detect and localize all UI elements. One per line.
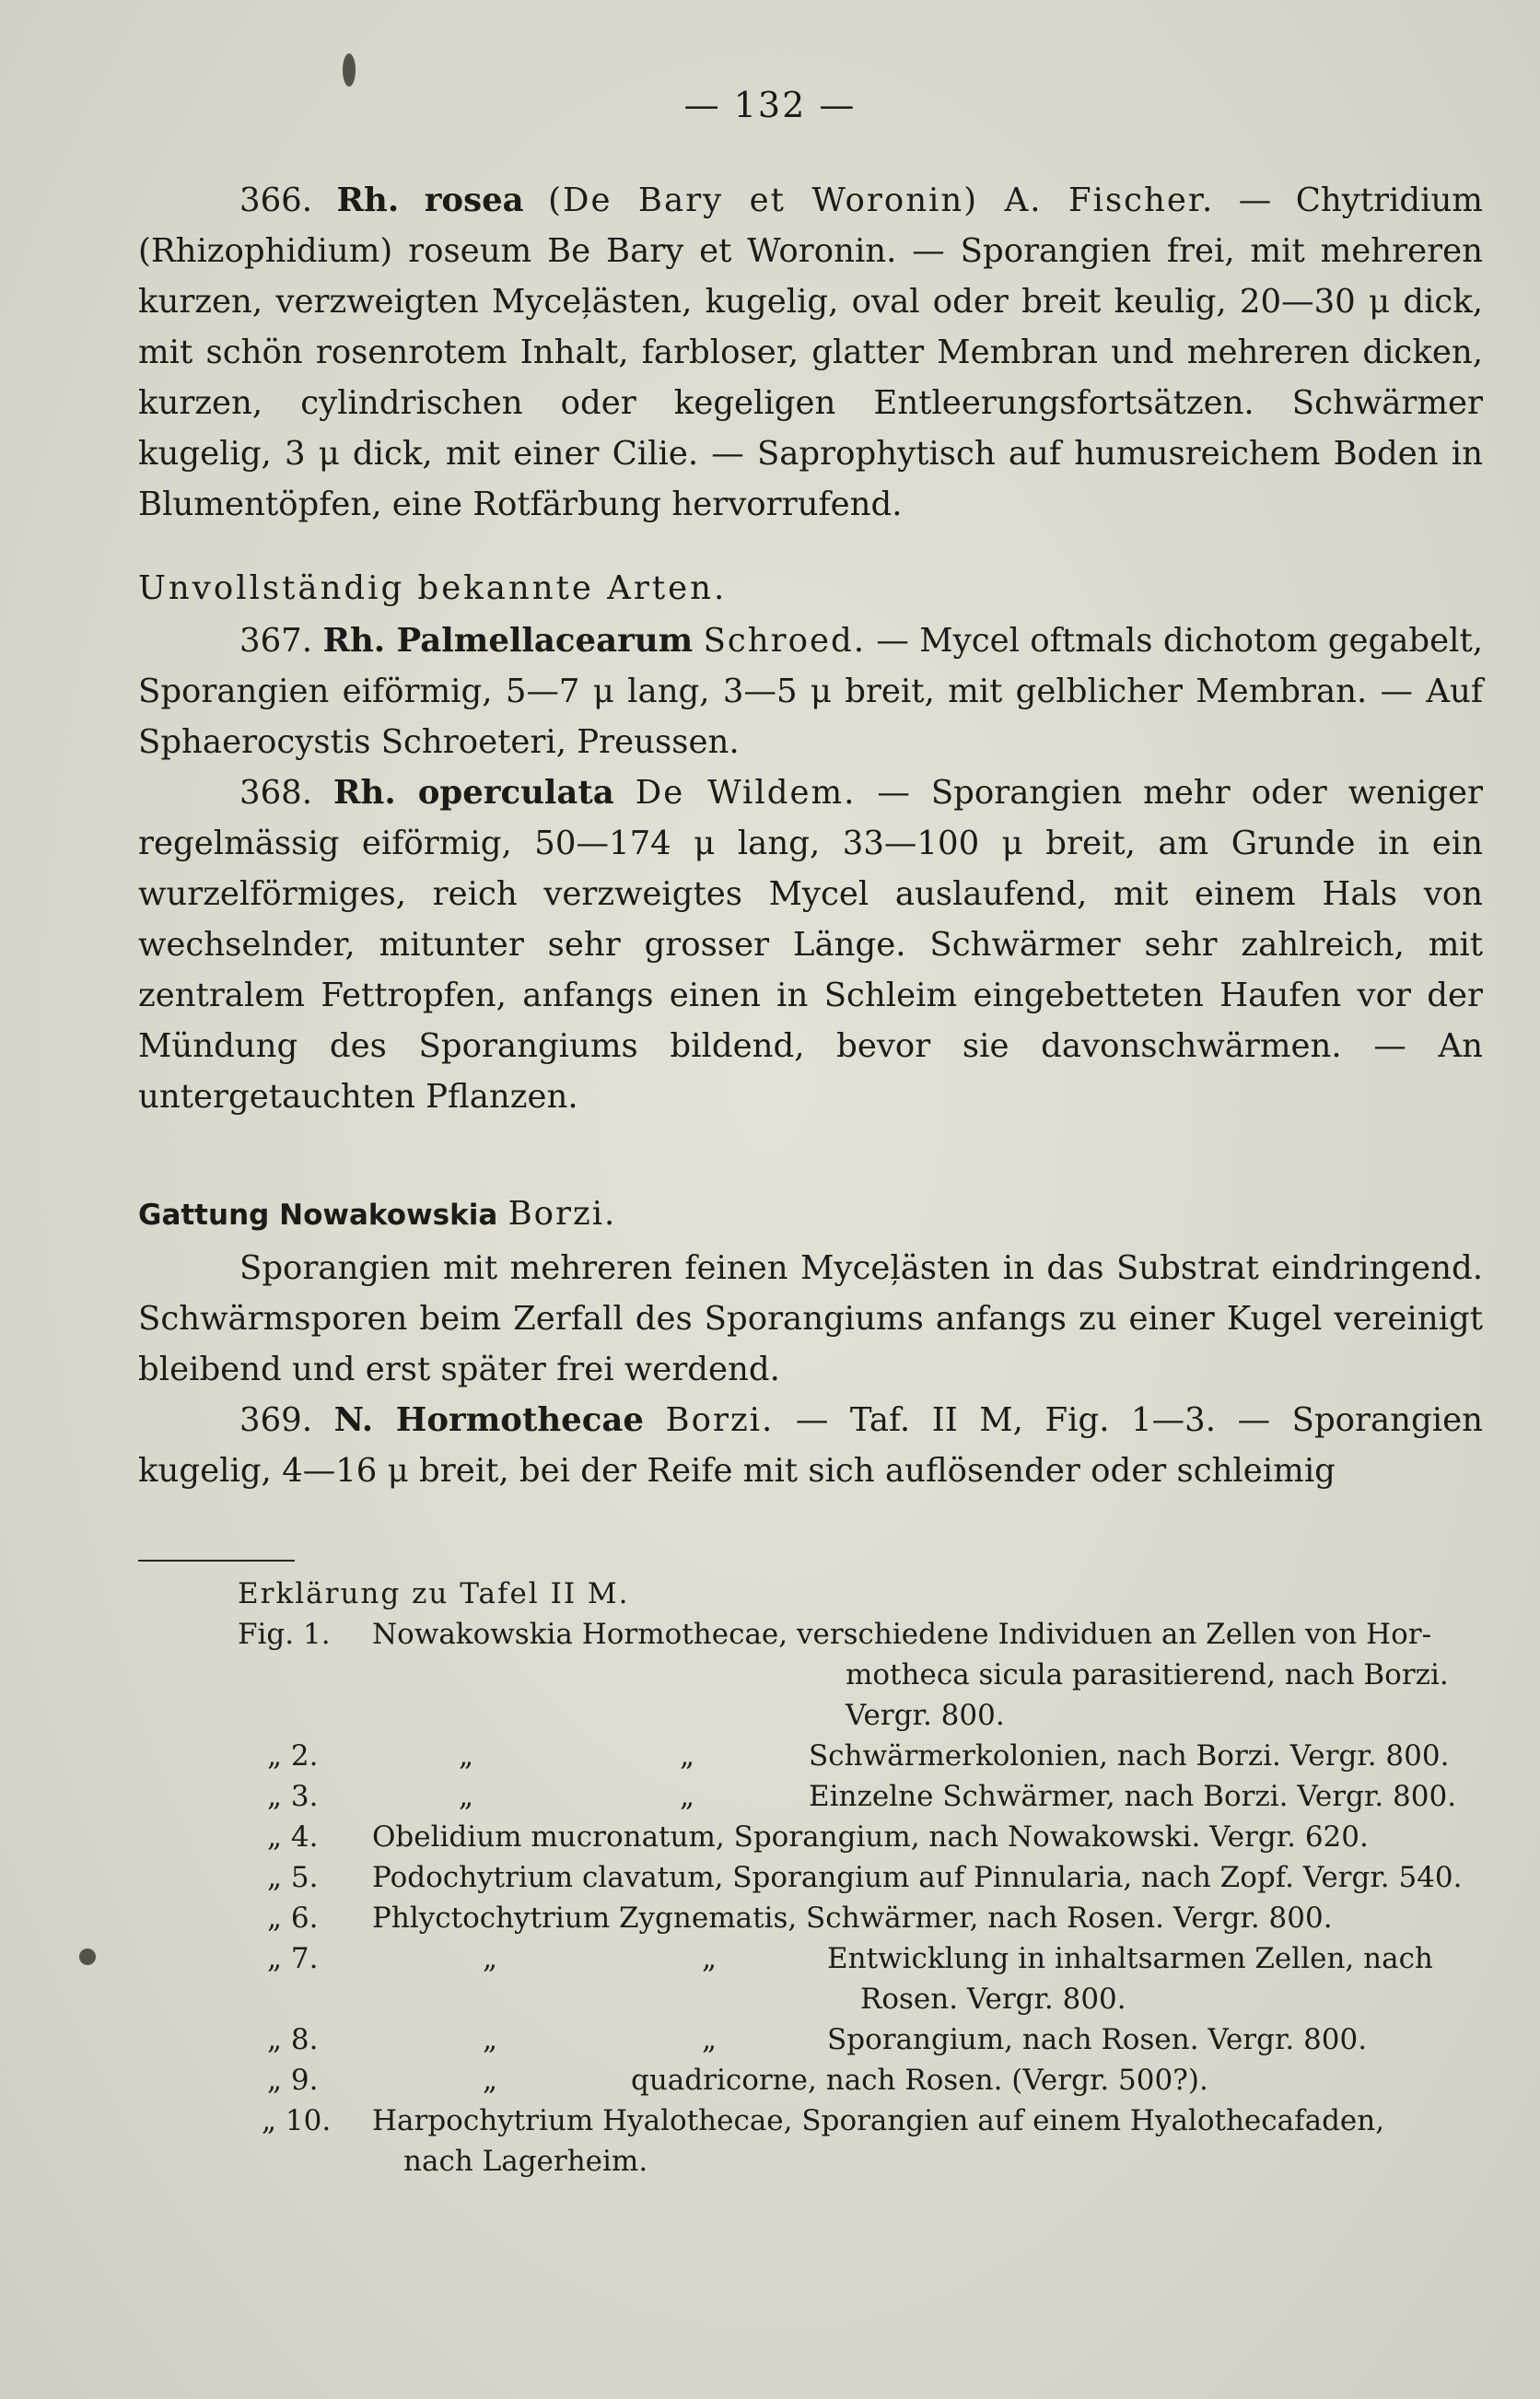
fig-label: Fig. 1.: [238, 1618, 331, 1651]
fig-text: Schwärmerkolonien, nach Borzi. Vergr. 800.: [809, 1739, 1450, 1773]
species-name: Rh. operculata: [333, 774, 614, 812]
species-author: Schroed.: [703, 622, 867, 660]
species-name: N. Hormothecae: [333, 1401, 644, 1439]
fig-text: Entwicklung in inhaltsarmen Zellen, nach: [827, 1942, 1433, 1975]
entry-text: — Mycel oftmals dichotom gegabelt, Sporangien eiförmig, 5—7 μ lang, 3—5 μ breit, mit gelblicher Membran. — Auf Sphaerocystis Schroeteri, Preussen.: [138, 622, 1483, 761]
ditto-mark: „: [702, 2023, 718, 2056]
legend-continuation: Vergr. 800.: [846, 1699, 1005, 1732]
entry-text: — Sporangien mehr oder weniger regelmässig eiförmig, 50—174 μ lang, 33—100 μ breit, am Grunde in ein wurzelförmiges, reich verzweigtes Mycel auslaufend, mit einem Hals von wechselnder, mitunter sehr grosser Länge. Schwärmer sehr zahlreich, mit zentralem Fettropfen, anfangs einen in Schleim eingebetteten Haufen vor der Mündung des Sporangiums bildend, bevor sie davonschwärmen. — An untergetauchten Pflanzen.: [138, 774, 1483, 1116]
fig-label: „ 3.: [267, 1780, 319, 1813]
legend-row: [138, 1938, 1483, 1979]
fig-text: Einzelne Schwärmer, nach Borzi. Vergr. 800.: [809, 1780, 1457, 1813]
fig-label: „ 2.: [267, 1739, 319, 1773]
genus-heading: [138, 1188, 1483, 1241]
legend-row: [138, 1614, 1483, 1655]
page-number: — 132 —: [683, 85, 857, 125]
legend-row: [138, 1857, 1483, 1898]
ink-spot: [343, 53, 356, 87]
fig-text: Sporangium, nach Rosen. Vergr. 800.: [827, 2023, 1368, 2056]
entry-367: [138, 615, 1483, 767]
genus-author: Borzi.: [508, 1195, 617, 1233]
fig-label: „ 6.: [267, 1902, 319, 1935]
ditto-mark: „: [483, 2064, 498, 2097]
ditto-mark: „: [680, 1780, 695, 1813]
species-name: Rh. rosea: [336, 181, 524, 219]
fig-text: Nowakowskia Hormothecae, verschiedene Individuen an Zellen von Hor-: [372, 1618, 1432, 1651]
section-heading: Unvollständig bekannte Arten.: [138, 569, 728, 607]
ink-spot: [79, 1948, 96, 1965]
fig-label: „ 8.: [267, 2023, 319, 2056]
fig-label: „ 4.: [267, 1820, 319, 1854]
entry-number: 366.: [239, 181, 313, 219]
legend-continuation: nach Lagerheim.: [403, 2145, 648, 2178]
species-author: Borzi.: [665, 1401, 775, 1439]
entry-369: [138, 1395, 1483, 1496]
ditto-mark: „: [702, 1942, 718, 1975]
ditto-mark: „: [483, 1942, 498, 1975]
fig-text: Podochytrium clavatum, Sporangium auf Pinnularia, nach Zopf. Vergr. 540.: [372, 1861, 1463, 1894]
fig-text: Obelidium mucronatum, Sporangium, nach Nowakowski. Vergr. 620.: [372, 1820, 1369, 1854]
entry-number: 367.: [239, 622, 313, 660]
legend-row: [138, 1776, 1483, 1817]
ditto-mark: „: [483, 2023, 498, 2056]
legend-title: Erklärung zu Tafel II M.: [238, 1577, 630, 1610]
fig-text: Phlyctochytrium Zygnematis, Schwärmer, nach Rosen. Vergr. 800.: [372, 1902, 1333, 1935]
fig-label: „ 7.: [267, 1942, 319, 1975]
entry-text: — Chytridium (Rhizophidium) roseum Be Bary et Woronin. — Sporangien frei, mit mehreren kurzen, verzweigten Myceļästen, kugelig, oval oder breit keulig, 20—30 μ dick, mit schön rosenrotem Inhalt, farbloser, glatter Membran und mehreren dicken, kurzen, cylindrischen oder kegeligen Entleerungsfortsätzen. Schwärmer kugelig, 3 μ dick, mit einer Cilie. — Saprophytisch auf humusreichem Boden in Blumentöpfen, eine Rotfärbung hervorrufend.: [138, 181, 1483, 523]
fig-text: quadricorne, nach Rosen. (Vergr. 500?).: [631, 2064, 1208, 2097]
main-text: [138, 175, 1483, 1496]
species-author: De Wildem.: [635, 774, 857, 812]
footnote-rule: [138, 1560, 295, 1562]
legend-row: [138, 2101, 1483, 2141]
fig-label: „ 5.: [267, 1861, 319, 1894]
entry-368: [138, 767, 1483, 1122]
fig-label: „ 9.: [267, 2064, 319, 2097]
ditto-mark: „: [459, 1739, 474, 1773]
legend-row: [138, 1898, 1483, 1938]
genus-description: Sporangien mit mehreren feinen Myceļästen in das Substrat eindringend. Schwärmsporen beim Zerfall des Sporangiums anfangs zu einer Kugel vereinigt bleibend und erst später frei werdend.: [138, 1249, 1483, 1388]
entry-366: [138, 175, 1483, 530]
ditto-mark: „: [459, 1780, 474, 1813]
legend-continuation: Rosen. Vergr. 800.: [860, 1983, 1126, 2016]
legend-row: [138, 1817, 1483, 1857]
legend-row: [138, 2060, 1483, 2101]
entry-number: 368.: [239, 774, 313, 812]
entry-text: — Taf. II M, Fig. 1—3. — Sporangien kugelig, 4—16 μ breit, bei der Reife mit sich auflösender oder schleimig: [138, 1401, 1483, 1490]
species-author: (De Bary et Woronin) A. Fischer.: [548, 181, 1215, 219]
fig-text: Harpochytrium Hyalothecae, Sporangien auf einem Hyalothecafaden,: [372, 2104, 1385, 2137]
ditto-mark: „: [680, 1739, 695, 1773]
genus-name: Gattung Nowakowskia: [138, 1199, 498, 1232]
legend-row: [138, 2019, 1483, 2060]
entry-number: 369.: [239, 1401, 313, 1439]
plate-legend: [138, 1574, 1483, 2182]
legend-row: [138, 1736, 1483, 1776]
fig-label: „ 10.: [262, 2104, 332, 2137]
legend-continuation: motheca sicula parasitierend, nach Borzi.: [846, 1658, 1449, 1691]
species-name: Rh. Palmellacearum: [322, 622, 694, 660]
